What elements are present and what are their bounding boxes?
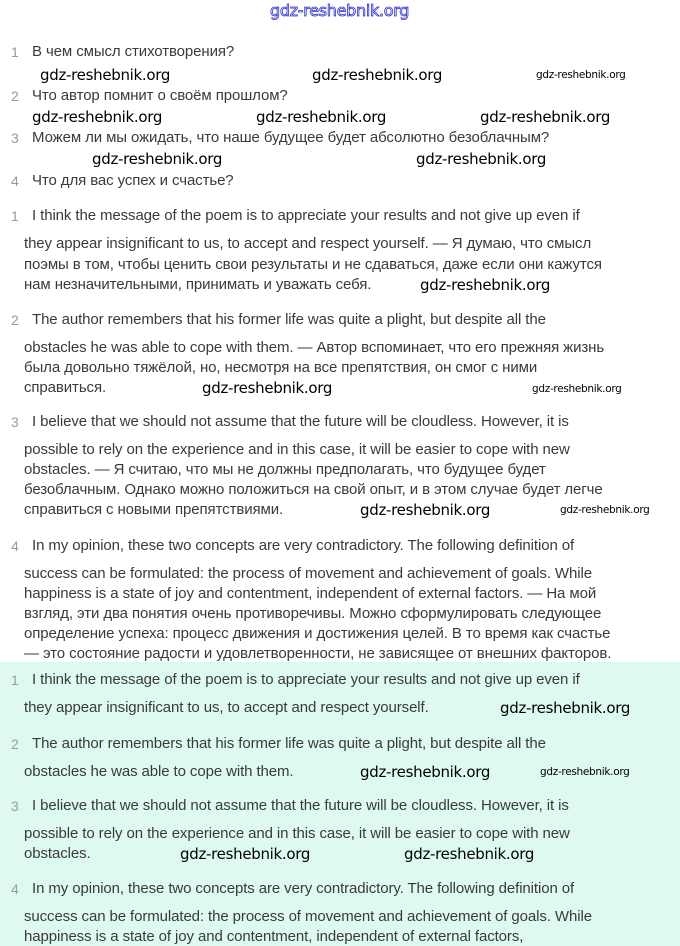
watermark: gdz-reshebnik.org — [40, 66, 171, 84]
watermark: gdz-reshebnik.org — [404, 845, 535, 863]
watermark: gdz-reshebnik.org — [256, 108, 387, 126]
item-number: 3 — [11, 130, 19, 146]
item-number: 2 — [11, 736, 19, 752]
watermark: gdz-reshebnik.org — [270, 1, 410, 20]
answer-line: obstacles. — [24, 845, 91, 862]
watermark: gdz-reshebnik.org — [532, 383, 622, 395]
answer-line: they appear insignificant to us, to accept and respect yourself. — Я думаю, что смысл — [24, 235, 592, 252]
watermark: gdz-reshebnik.org — [480, 108, 611, 126]
question-text: Что автор помнит о своём прошлом? — [32, 87, 288, 104]
watermark: gdz-reshebnik.org — [416, 150, 547, 168]
answer-line: In my opinion, these two concepts are very contradictory. The following definition of — [32, 537, 575, 554]
question-text: Что для вас успех и счастье? — [32, 172, 234, 189]
answer-line: happiness is a state of joy and contentment, independent of external factors. — На мой — [24, 585, 597, 602]
answer-line: — это состояние радости и удовлетворенности, не зависящее от внешних факторов. — [24, 645, 612, 662]
item-number: 2 — [11, 88, 19, 104]
question-text: Можем ли мы ожидать, что наше будущее будет абсолютно безоблачным? — [32, 129, 550, 146]
watermark: gdz-reshebnik.org — [560, 504, 650, 516]
watermark: gdz-reshebnik.org — [202, 379, 333, 397]
answer-line: The author remembers that his former life was quite a plight, but despite all the — [32, 311, 546, 328]
watermark: gdz-reshebnik.org — [500, 699, 631, 717]
answer-line: success can be formulated: the process of movement and achievement of goals. While — [24, 565, 592, 582]
answer-line: I believe that we should not assume that the future will be cloudless. However, it is — [32, 413, 569, 430]
answer-line: определение успеха: процесс движения и достижения целей. В то время как счастье — [24, 625, 611, 642]
answer-line: безоблачным. Однако можно положиться на свой опыт, и в этом случае будет легче — [24, 481, 603, 498]
answer-line: obstacles. — Я считаю, что мы не должны предполагать, что будущее будет — [24, 461, 546, 478]
answer-line: happiness is a state of joy and contentment, independent of external factors, — [24, 928, 524, 945]
answer-line: possible to rely on the experience and in this case, it will be easier to cope with new — [24, 825, 570, 842]
question-text: В чем смысл стихотворения? — [32, 43, 235, 60]
answer-line: поэмы в том, чтобы ценить свои результаты и не сдаваться, даже если они кажутся — [24, 256, 602, 273]
answer-line: In my opinion, these two concepts are very contradictory. The following definition of — [32, 880, 575, 897]
watermark: gdz-reshebnik.org — [360, 763, 491, 781]
answer-line: The author remembers that his former life was quite a plight, but despite all the — [32, 735, 546, 752]
item-number: 1 — [11, 672, 19, 688]
watermark: gdz-reshebnik.org — [536, 69, 626, 81]
answer-line: obstacles he was able to cope with them. — [24, 763, 294, 780]
watermark: gdz-reshebnik.org — [420, 276, 551, 294]
watermark: gdz-reshebnik.org — [92, 150, 223, 168]
item-number: 2 — [11, 312, 19, 328]
item-number: 1 — [11, 208, 19, 224]
answer-line: взгляд, эти два понятия очень противоречивы. Можно сформулировать следующее — [24, 605, 602, 622]
item-number: 3 — [11, 798, 19, 814]
watermark: gdz-reshebnik.org — [540, 766, 630, 778]
answer-line: I think the message of the poem is to appreciate your results and not give up even if — [32, 207, 580, 224]
item-number: 3 — [11, 414, 19, 430]
watermark: gdz-reshebnik.org — [360, 501, 491, 519]
item-number: 4 — [11, 881, 19, 897]
answer-line: I believe that we should not assume that the future will be cloudless. However, it is — [32, 797, 569, 814]
item-number: 1 — [11, 44, 19, 60]
answer-line: справиться с новыми препятствиями. — [24, 501, 284, 518]
answer-line: success can be formulated: the process of movement and achievement of goals. While — [24, 908, 592, 925]
answer-line: possible to rely on the experience and in this case, it will be easier to cope with new — [24, 441, 570, 458]
answer-line: obstacles he was able to cope with them. — Автор вспоминает, что его прежняя жизнь — [24, 339, 605, 356]
watermark: gdz-reshebnik.org — [180, 845, 311, 863]
answer-line: нам незначительными, принимать и уважать себя. — [24, 276, 372, 293]
answer-line: they appear insignificant to us, to accept and respect yourself. — [24, 699, 429, 716]
answer-line: I think the message of the poem is to appreciate your results and not give up even if — [32, 671, 580, 688]
item-number: 4 — [11, 173, 19, 189]
watermark: gdz-reshebnik.org — [32, 108, 163, 126]
item-number: 4 — [11, 538, 19, 554]
watermark: gdz-reshebnik.org — [312, 66, 443, 84]
answer-line: справиться. — [24, 379, 107, 396]
answer-line: была довольно тяжёлой, но, несмотря на все препятствия, он смог с ними — [24, 359, 538, 376]
